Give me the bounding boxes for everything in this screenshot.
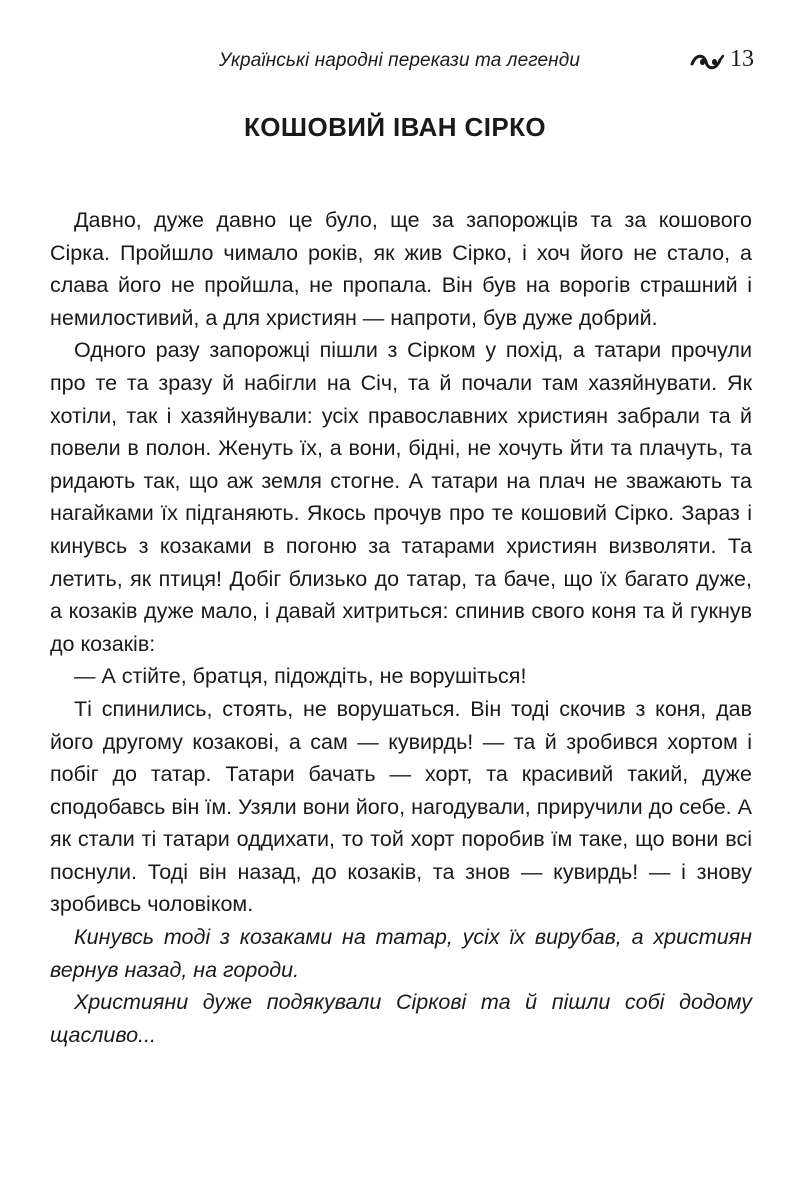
story-text [50, 204, 752, 1051]
chapter-title: КОШОВИЙ ІВАН СІРКО [244, 112, 546, 142]
paragraph: Давно, дуже давно це було, ще за запорожців та за кошового Сірка. Пройшло чимало років, як жив Сірко, і хоч його не стало, а слава його не пройшла, не пропала. Він був на ворогів страшний і немилостивий, а для християн — напроти, був дуже добрий. [50, 208, 752, 330]
book-title: Українські народні перекази та легенди [218, 50, 580, 71]
page-number: 13 [730, 46, 754, 72]
paragraph: Одного разу запорожці пішли з Сірком у похід, а татари прочули про те та зразу й набігли на Січ, та й почали там хазяйнувати. Як хотіли, так і хазяйнували: усіх православних християн забрали та й повели в полон. Женуть їх, а вони, бідні, не хочуть йти та плачуть, та ридають так, що аж земля стогне. А татари на плач не зважають та нагайками їх підганяють. Якось прочув про те кошовий Сірко. Зараз і кинувсь з козаками в погоню за татарами християн визволяти. Та летить, як птиця! Добіг близько до татар, та баче, що їх багато дуже, а козаків дуже мало, і давай хитриться: спинив свого коня та й гукнув до козаків: [50, 338, 752, 656]
paragraph-dialogue: — А стійте, братця, підождіть, не ворушіться! [74, 664, 527, 689]
paragraph: Християни дуже подякували Сіркові та й пішли собі додому щасливо... [50, 990, 752, 1047]
paragraph: Кинувсь тоді з козаками на татар, усіх їх вирубав, а християн вернув назад, на городи. [50, 925, 752, 982]
swirl-ornament-icon [690, 50, 724, 74]
paragraph: Ті спинились, стоять, не ворушаться. Він тоді скочив з коня, дав його другому козакові, а сам — кувирдь! — та й зробився хортом і побіг до татар. Татари бачать — хорт, та красивий такий, дуже сподобавсь він їм. Узяли вони його, нагодували, приручили до себе. А як стали ті татари оддихати, то той хорт поробив їм таке, що вони всі поснули. Тоді він назад, до козаків, та знов — кувирдь! — і знову зробивсь чоловіком. [50, 696, 752, 917]
running-header [0, 44, 790, 80]
